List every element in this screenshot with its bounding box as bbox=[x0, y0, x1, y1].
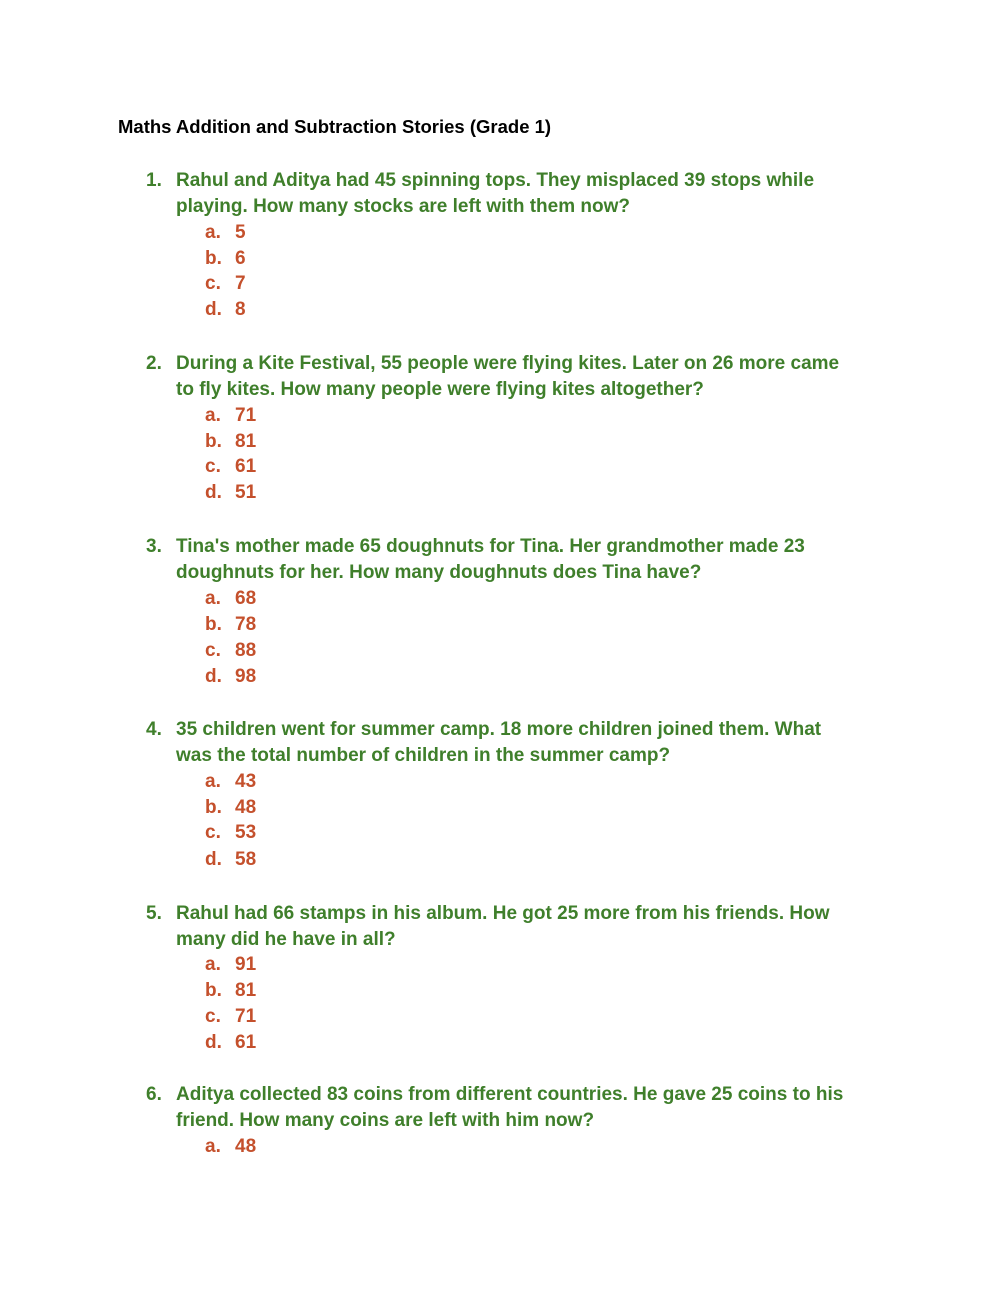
page-title: Maths Addition and Subtraction Stories (Grade 1) bbox=[118, 116, 552, 137]
question-text bbox=[176, 1082, 876, 1134]
option-letter: c. bbox=[205, 822, 221, 843]
option-letter: d. bbox=[205, 299, 222, 320]
option-a[interactable] bbox=[0, 586, 400, 612]
question-text-line: doughnuts for her. How many doughnuts does Tina have? bbox=[176, 562, 702, 583]
question-text-line: Tina's mother made 65 doughnuts for Tina. Her grandmother made 23 bbox=[176, 536, 805, 557]
question-text-line: many did he have in all? bbox=[176, 929, 396, 950]
option-a[interactable] bbox=[0, 769, 400, 795]
option-value: 68 bbox=[235, 588, 257, 609]
option-value: 6 bbox=[235, 248, 246, 269]
question-text bbox=[176, 168, 876, 220]
option-d[interactable] bbox=[0, 847, 400, 873]
option-value: 78 bbox=[235, 614, 257, 635]
question-text-line: to fly kites. How many people were flying kites altogether? bbox=[176, 379, 704, 400]
question-text bbox=[176, 534, 876, 586]
option-value: 61 bbox=[235, 1032, 257, 1053]
option-b[interactable] bbox=[0, 978, 400, 1004]
question-text-line: During a Kite Festival, 55 people were flying kites. Later on 26 more came bbox=[176, 353, 840, 374]
question-number: 3. bbox=[146, 536, 162, 557]
option-c[interactable] bbox=[0, 638, 400, 664]
option-value: 51 bbox=[235, 482, 257, 503]
option-value: 71 bbox=[235, 405, 257, 426]
option-value: 61 bbox=[235, 456, 257, 477]
option-value: 91 bbox=[235, 954, 257, 975]
option-value: 7 bbox=[235, 273, 246, 294]
option-value: 71 bbox=[235, 1006, 257, 1027]
option-a[interactable] bbox=[0, 952, 400, 978]
option-letter: c. bbox=[205, 273, 221, 294]
option-value: 58 bbox=[235, 849, 257, 870]
option-letter: d. bbox=[205, 482, 222, 503]
option-c[interactable] bbox=[0, 1004, 400, 1030]
question-text-line: Rahul and Aditya had 45 spinning tops. They misplaced 39 stops while bbox=[176, 170, 815, 191]
option-letter: b. bbox=[205, 431, 222, 452]
option-b[interactable] bbox=[0, 612, 400, 638]
option-a[interactable] bbox=[0, 1134, 400, 1160]
option-b[interactable] bbox=[0, 429, 400, 455]
option-b[interactable] bbox=[0, 795, 400, 821]
question-text-line: Aditya collected 83 coins from different countries. He gave 25 coins to his bbox=[176, 1084, 844, 1105]
option-value: 48 bbox=[235, 1136, 257, 1157]
option-letter: d. bbox=[205, 666, 222, 687]
option-c[interactable] bbox=[0, 271, 400, 297]
option-value: 81 bbox=[235, 980, 257, 1001]
option-letter: a. bbox=[205, 405, 221, 426]
option-letter: b. bbox=[205, 980, 222, 1001]
option-letter: b. bbox=[205, 614, 222, 635]
question-number: 2. bbox=[146, 353, 162, 374]
option-value: 43 bbox=[235, 771, 257, 792]
option-b[interactable] bbox=[0, 246, 400, 272]
option-d[interactable] bbox=[0, 480, 400, 506]
option-c[interactable] bbox=[0, 820, 400, 846]
option-a[interactable] bbox=[0, 220, 400, 246]
option-a[interactable] bbox=[0, 403, 400, 429]
option-d[interactable] bbox=[0, 297, 400, 323]
question-text bbox=[176, 901, 876, 953]
option-value: 88 bbox=[235, 640, 257, 661]
option-d[interactable] bbox=[0, 1030, 400, 1056]
question-number: 4. bbox=[146, 719, 162, 740]
option-value: 8 bbox=[235, 299, 246, 320]
option-letter: c. bbox=[205, 640, 221, 661]
option-value: 98 bbox=[235, 666, 257, 687]
question-text bbox=[176, 351, 876, 403]
option-letter: a. bbox=[205, 954, 221, 975]
option-letter: c. bbox=[205, 1006, 221, 1027]
option-value: 48 bbox=[235, 797, 257, 818]
question-text bbox=[176, 717, 876, 769]
option-letter: a. bbox=[205, 222, 221, 243]
option-letter: b. bbox=[205, 797, 222, 818]
question-text-line: was the total number of children in the summer camp? bbox=[176, 745, 671, 766]
option-letter: c. bbox=[205, 456, 221, 477]
option-value: 81 bbox=[235, 431, 257, 452]
option-value: 53 bbox=[235, 822, 257, 843]
option-letter: d. bbox=[205, 1032, 222, 1053]
question-text-line: Rahul had 66 stamps in his album. He got 25 more from his friends. How bbox=[176, 903, 830, 924]
question-number: 1. bbox=[146, 170, 162, 191]
question-number: 5. bbox=[146, 903, 162, 924]
question-text-line: playing. How many stocks are left with them now? bbox=[176, 196, 630, 217]
option-letter: a. bbox=[205, 588, 221, 609]
option-letter: a. bbox=[205, 771, 221, 792]
option-d[interactable] bbox=[0, 664, 400, 690]
question-number: 6. bbox=[146, 1084, 162, 1105]
option-value: 5 bbox=[235, 222, 246, 243]
option-letter: d. bbox=[205, 849, 222, 870]
question-text-line: 35 children went for summer camp. 18 more children joined them. What bbox=[176, 719, 822, 740]
question-text-line: friend. How many coins are left with him now? bbox=[176, 1110, 595, 1131]
option-letter: b. bbox=[205, 248, 222, 269]
option-letter: a. bbox=[205, 1136, 221, 1157]
option-c[interactable] bbox=[0, 454, 400, 480]
